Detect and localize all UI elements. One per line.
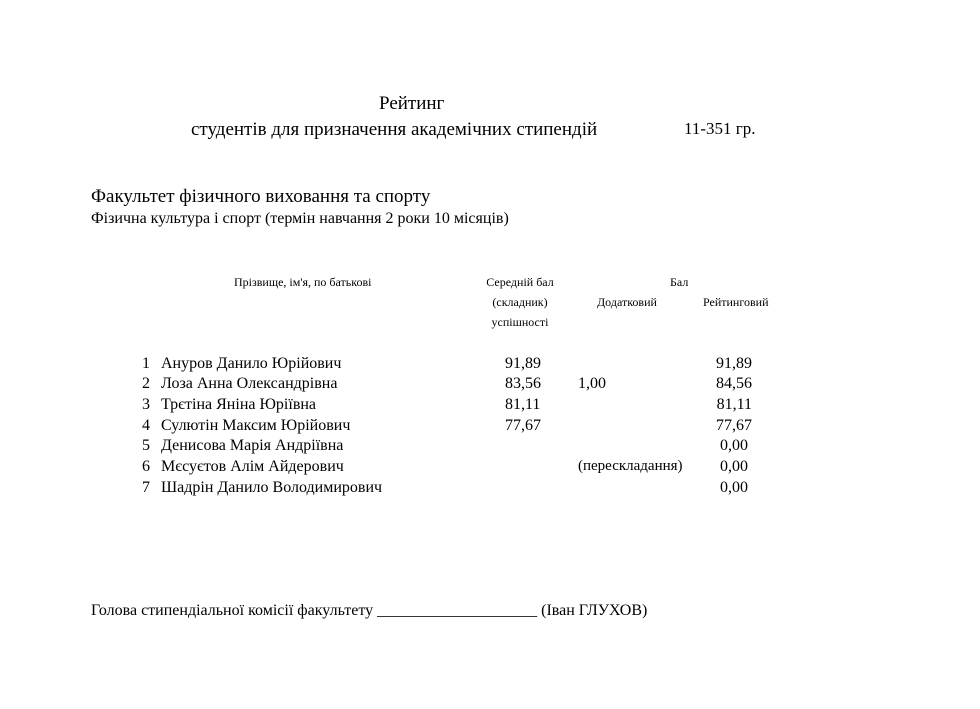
average-score: 77,67 (505, 417, 541, 434)
header-avg-line1: Середній бал (486, 275, 554, 289)
average-score: 81,11 (505, 396, 541, 413)
student-name: Денисова Марія Андріївна (161, 437, 344, 454)
header-additional: Додатковий (597, 295, 657, 309)
row-number: 6 (142, 458, 150, 475)
document-subtitle: студентів для призначення академічних стипендій (191, 119, 598, 140)
signer-name: (Іван ГЛУХОВ) (541, 602, 648, 619)
row-number: 4 (142, 417, 150, 434)
rating-score: 77,67 (716, 417, 752, 434)
average-score: 83,56 (505, 375, 541, 392)
header-rating: Рейтинговий (703, 295, 769, 309)
student-name: Мєсуєтов Алім Айдерович (161, 458, 344, 475)
header-name: Прізвище, ім'я, по батькові (234, 275, 372, 289)
rating-score: 84,56 (716, 375, 752, 392)
student-name: Лоза Анна Олександрівна (161, 375, 338, 392)
student-name: Сулютін Максим Юрійович (161, 417, 351, 434)
rating-score: 0,00 (720, 479, 748, 496)
row-number: 5 (142, 437, 150, 454)
rating-score: 0,00 (720, 437, 748, 454)
row-number: 7 (142, 479, 150, 496)
header-avg-line2: (складник) (492, 295, 548, 309)
signature-line: ____________________ (377, 602, 538, 619)
student-name: Ануров Данило Юрійович (161, 355, 342, 372)
additional-score: (перескладання) (578, 458, 683, 474)
faculty-name: Факультет фізичного виховання та спорту (91, 186, 431, 207)
header-score-group: Бал (670, 275, 689, 289)
row-number: 1 (142, 355, 150, 372)
row-number: 3 (142, 396, 150, 413)
commission-head-label: Голова стипендіальної комісії факультету (91, 602, 374, 619)
student-name: Трєтіна Яніна Юріївна (161, 396, 317, 413)
rating-score: 0,00 (720, 458, 748, 475)
program-name: Фізична культура і спорт (термін навчання 2 роки 10 місяців) (91, 210, 509, 227)
header-avg-line3: успішності (491, 315, 549, 329)
document-title: Рейтинг (379, 93, 445, 114)
rating-score: 81,11 (716, 396, 752, 413)
row-number: 2 (142, 375, 150, 392)
additional-score: 1,00 (578, 375, 606, 392)
average-score: 91,89 (505, 355, 541, 372)
group-label: 11-351 гр. (684, 119, 756, 138)
signature-block (91, 602, 647, 620)
rating-score: 91,89 (716, 355, 752, 372)
student-name: Шадрін Данило Володимирович (161, 479, 383, 496)
